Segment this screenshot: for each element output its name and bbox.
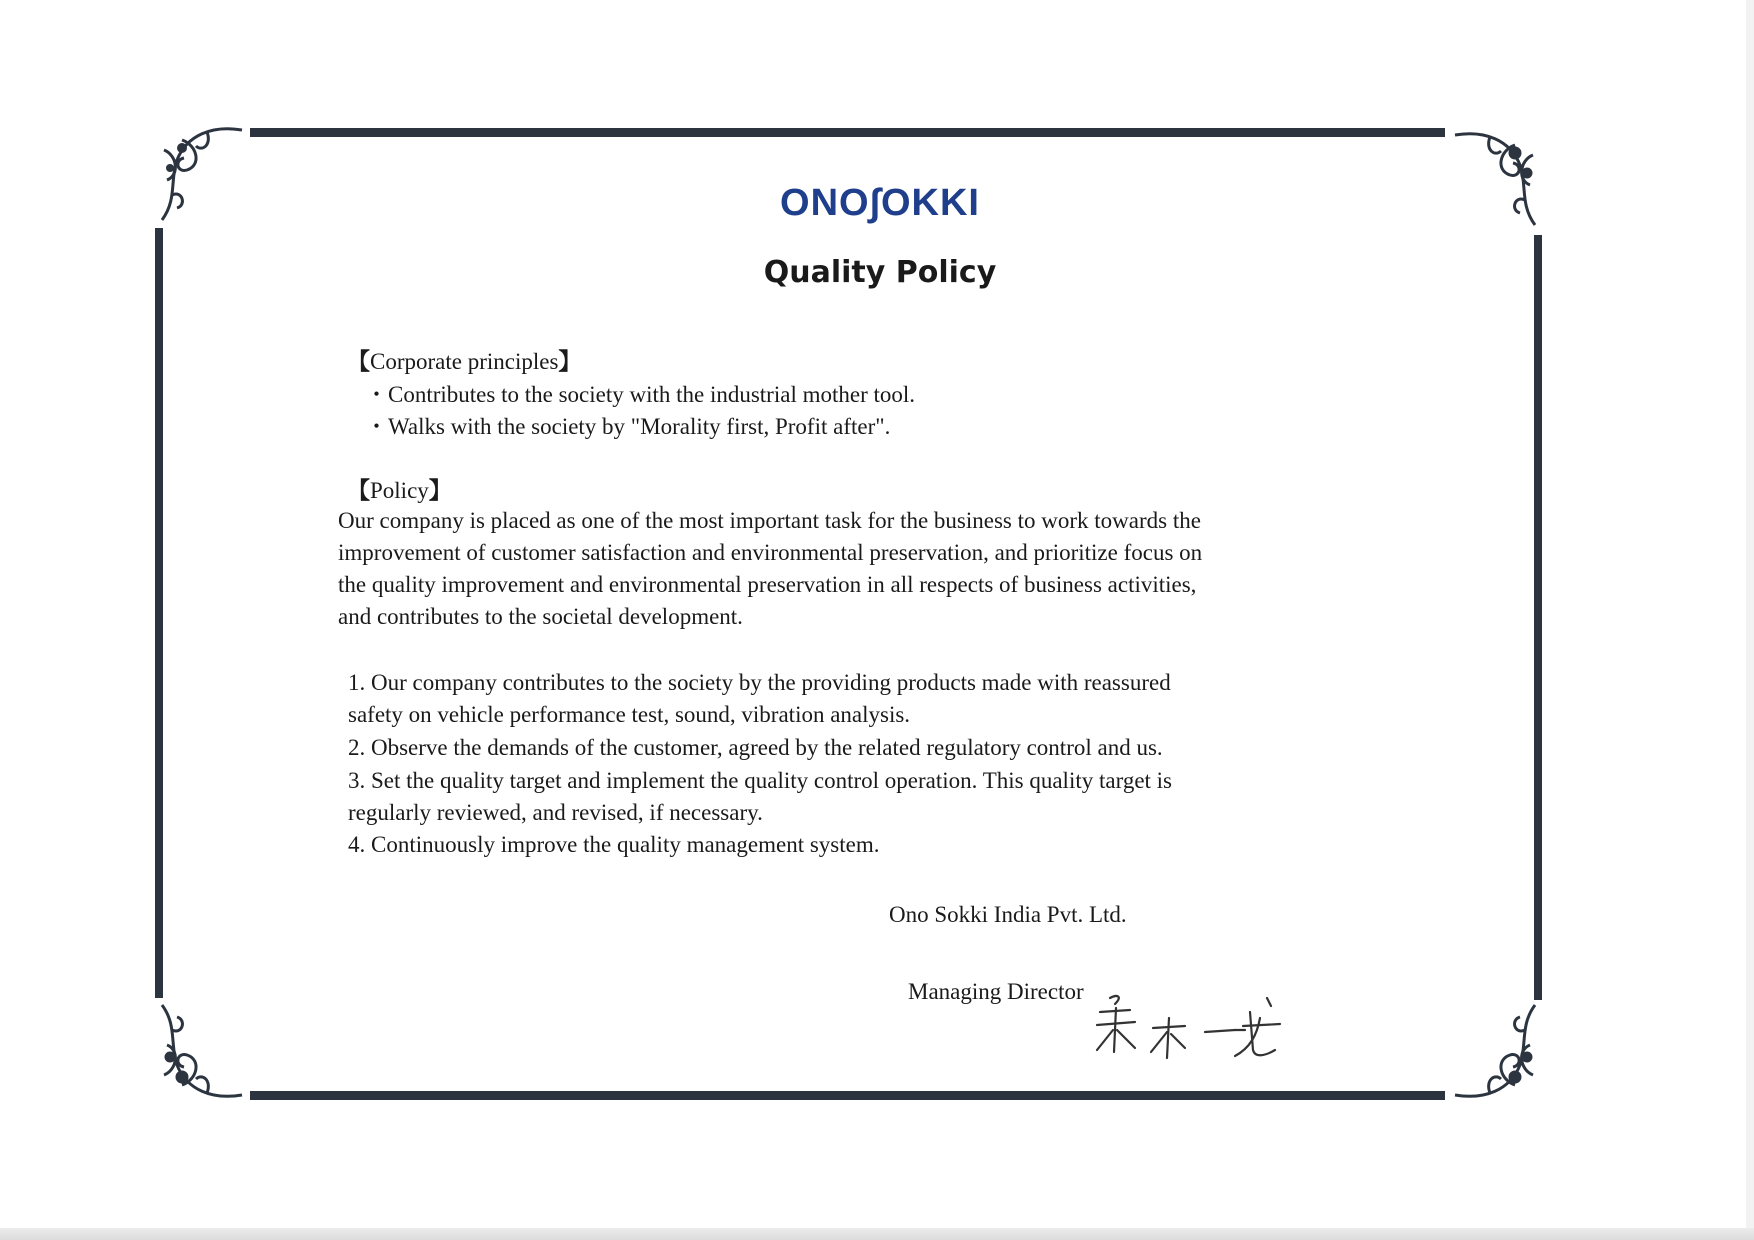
- frame-top-line: [250, 128, 1445, 137]
- policy-numbered-line: regularly reviewed, and revised, if necessary.: [348, 800, 763, 825]
- policy-paragraph-line: Our company is placed as one of the most important task for the business to work towards the: [338, 508, 1201, 533]
- scan-edge-right: [1746, 0, 1754, 1240]
- company-logo: ONO∫OKKI: [780, 182, 980, 224]
- page-title: Quality Policy: [763, 255, 997, 290]
- policy-numbered-line: 1. Our company contributes to the society by the providing products made with reassured: [348, 670, 1171, 695]
- handwritten-signature: [1085, 990, 1305, 1070]
- policy-numbered-line: 2. Observe the demands of the customer, agreed by the related regulatory control and us.: [348, 735, 1163, 760]
- policy-paragraph-line: the quality improvement and environmental preservation in all respects of business activities,: [338, 572, 1197, 597]
- frame-bottom-line: [250, 1091, 1445, 1100]
- company-name: Ono Sokki India Pvt. Ltd.: [889, 902, 1127, 927]
- heading-bracket-close: 】: [558, 349, 582, 374]
- policy-paragraph-line: and contributes to the societal development.: [338, 604, 743, 629]
- policy-paragraph-line: improvement of customer satisfaction and environmental preservation, and prioritize focus on: [338, 540, 1203, 565]
- frame-left-line: [155, 228, 163, 998]
- corner-ornament-top-left: [152, 120, 252, 230]
- corporate-item: ・Walks with the society by "Morality first, Profit after".: [365, 414, 891, 439]
- policy-numbered-line: 4. Continuously improve the quality management system.: [348, 832, 880, 857]
- policy-heading: [347, 472, 452, 505]
- heading-bracket-open: 【: [347, 478, 370, 503]
- policy-heading-label: Policy: [370, 478, 429, 503]
- signatory-role: Managing Director: [908, 979, 1084, 1004]
- corporate-heading: [347, 343, 581, 376]
- corporate-heading-label: Corporate principles: [370, 349, 559, 374]
- heading-bracket-close: 】: [428, 478, 452, 503]
- corner-ornament-bottom-right: [1445, 995, 1545, 1105]
- corner-ornament-top-right: [1445, 125, 1545, 235]
- scan-edge-bottom: [0, 1228, 1754, 1240]
- corporate-item: ・Contributes to the society with the industrial mother tool.: [365, 382, 916, 407]
- policy-numbered-line: safety on vehicle performance test, sound, vibration analysis.: [348, 702, 911, 727]
- corner-ornament-bottom-left: [152, 995, 252, 1105]
- policy-numbered-line: 3. Set the quality target and implement the quality control operation. This quality target is: [348, 768, 1173, 793]
- frame-right-line: [1534, 235, 1542, 1000]
- heading-bracket-open: 【: [347, 349, 370, 374]
